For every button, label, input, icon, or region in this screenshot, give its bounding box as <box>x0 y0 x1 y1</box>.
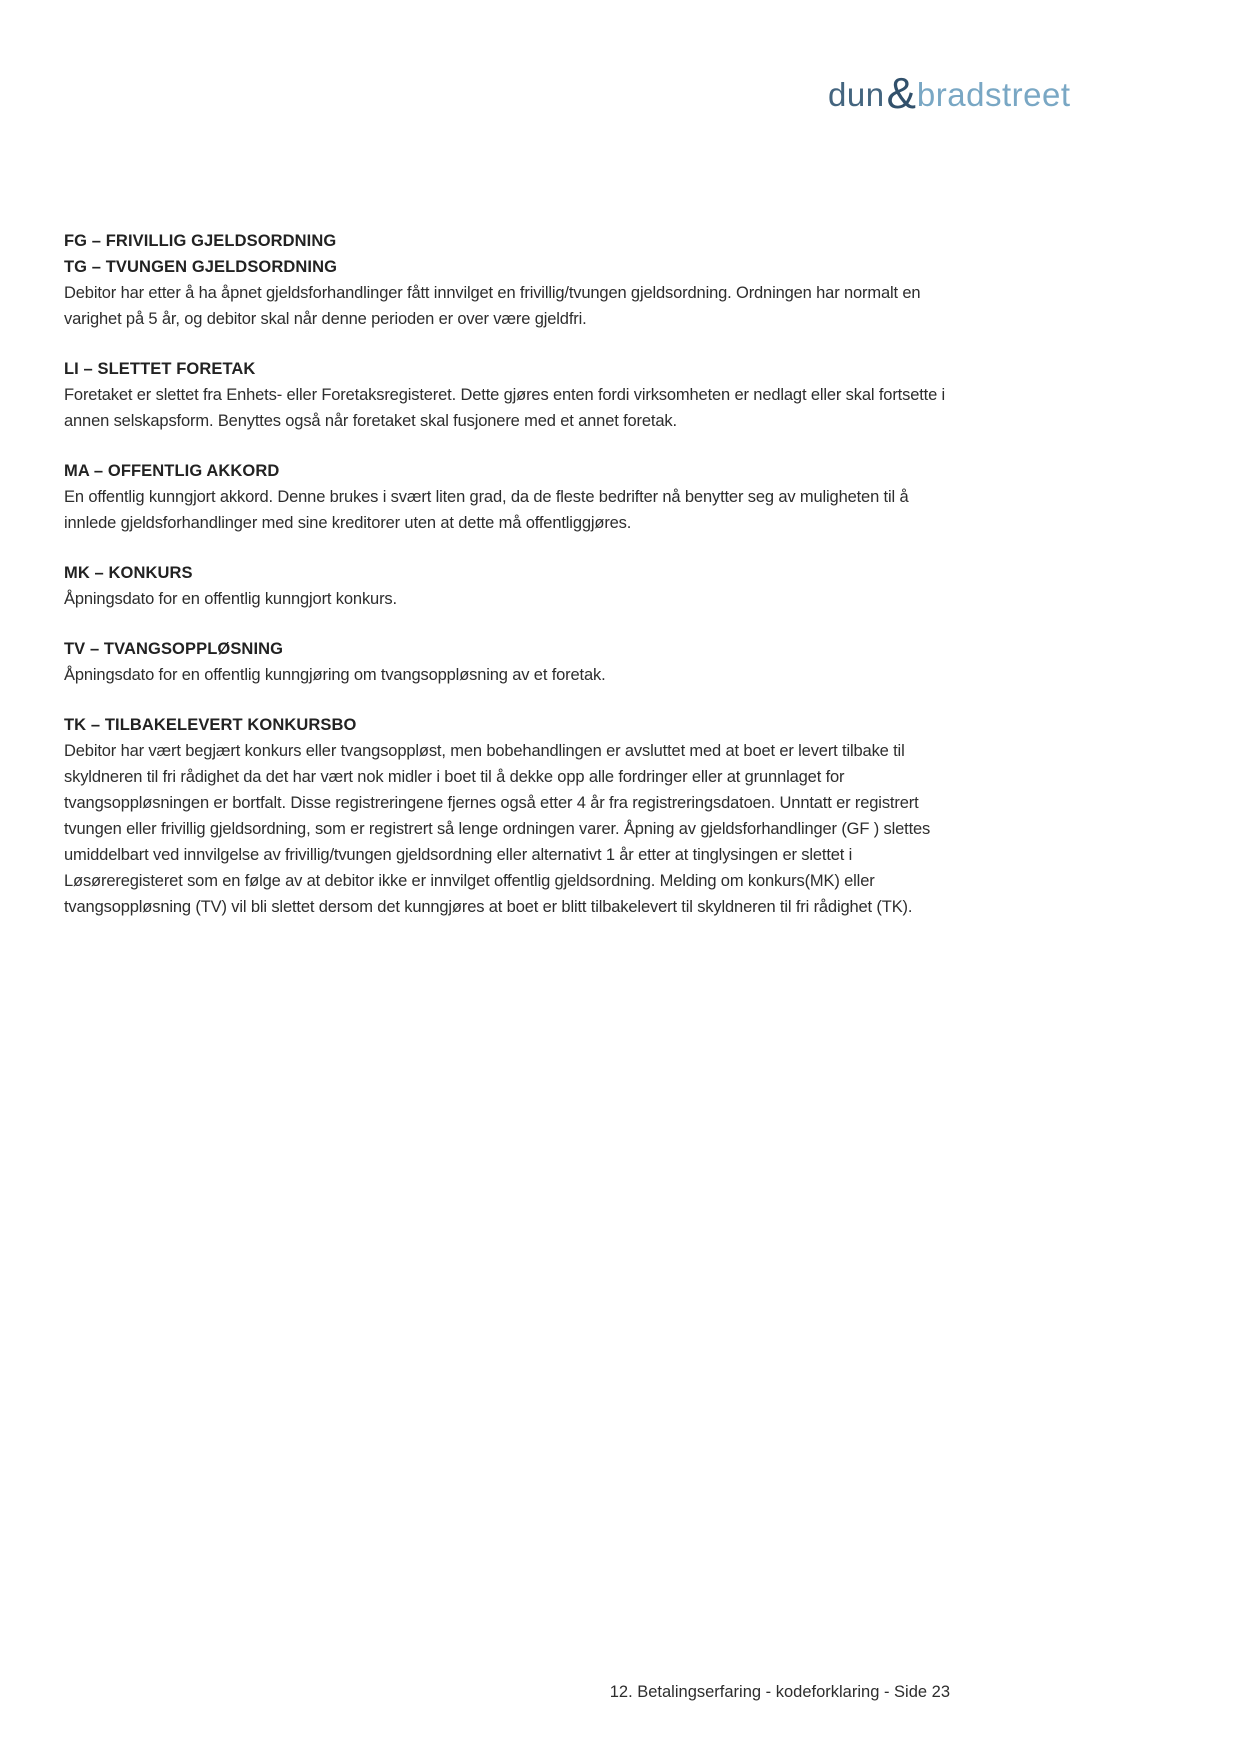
logo-text-dun: dun <box>828 76 885 113</box>
section-tk <box>64 712 956 920</box>
section-tv <box>64 636 956 688</box>
section-body-fg-tg: Debitor har etter å ha åpnet gjeldsforhandlinger fått innvilget en frivillig/tvungen gjeldsordning. Ordningen har normalt en varighet på 5 år, og debitor skal når denne perioden er over være gjeldfri. <box>64 284 921 328</box>
section-body-li: Foretaket er slettet fra Enhets- eller Foretaksregisteret. Dette gjøres enten fordi virksomheten er nedlagt eller skal fortsette i annen selskapsform. Benyttes også når foretaket skal fusjonere med et annet foretak. <box>64 386 946 430</box>
footer-text: 12. Betalingserfaring - kodeforklaring - Side 23 <box>609 1683 950 1701</box>
section-heading-fg: FG – FRIVILLIG GJELDSORDNING <box>64 232 337 250</box>
section-li <box>64 356 956 434</box>
section-heading-ma: MA – OFFENTLIG AKKORD <box>64 462 280 480</box>
page-footer <box>64 1679 950 1705</box>
section-heading-tg: TG – TVUNGEN GJELDSORDNING <box>64 258 338 276</box>
section-fg-tg <box>64 228 956 332</box>
section-body-mk: Åpningsdato for en offentlig kunngjort konkurs. <box>64 590 397 608</box>
section-heading-li: LI – SLETTET FORETAK <box>64 360 256 378</box>
section-body-tk: Debitor har vært begjært konkurs eller tvangsoppløst, men bobehandlingen er avsluttet med at boet er levert tilbake til skyldneren til fri rådighet da det har vært nok midler i boet til å dekke opp alle fordringer eller at grunnlaget for tvangsoppløsningen er bortfalt. Disse registreringene fjernes også etter 4 år fra registreringsdatoen. Unntatt er registrert tvungen eller frivillig gjeldsordning, som er registrert så lenge ordningen varer. Åpning av gjeldsforhandlinger (GF ) slettes umiddelbart ved innvilgelse av frivillig/tvungen gjeldsordning eller alternativt 1 år etter at tinglysingen er slettet i Løsøreregisteret som en følge av at debitor ikke er innvilget offentlig gjeldsordning. Melding om konkurs(MK) eller tvangsoppløsning (TV) vil bli slettet dersom det kunngjøres at boet er blitt tilbakelevert til skyldneren til fri rådighet (TK). <box>64 742 931 916</box>
logo-text-bradstreet: bradstreet <box>916 76 1071 113</box>
dun-and-bradstreet-logo: dun & bradstreet <box>828 69 1071 118</box>
section-body-tv: Åpningsdato for en offentlig kunngjøring om tvangsoppløsning av et foretak. <box>64 666 606 684</box>
section-ma <box>64 458 956 536</box>
section-mk <box>64 560 956 612</box>
page-content <box>64 228 956 944</box>
section-heading-tk: TK – TILBAKELEVERT KONKURSBO <box>64 716 357 734</box>
section-heading-mk: MK – KONKURS <box>64 564 193 582</box>
section-heading-tv: TV – TVANGSOPPLØSNING <box>64 640 284 658</box>
section-body-ma: En offentlig kunngjort akkord. Denne brukes i svært liten grad, da de fleste bedrifter nå benytter seg av muligheten til å innlede gjeldsforhandlinger med sine kreditorer uten at dette må offentliggjøres. <box>64 488 909 532</box>
